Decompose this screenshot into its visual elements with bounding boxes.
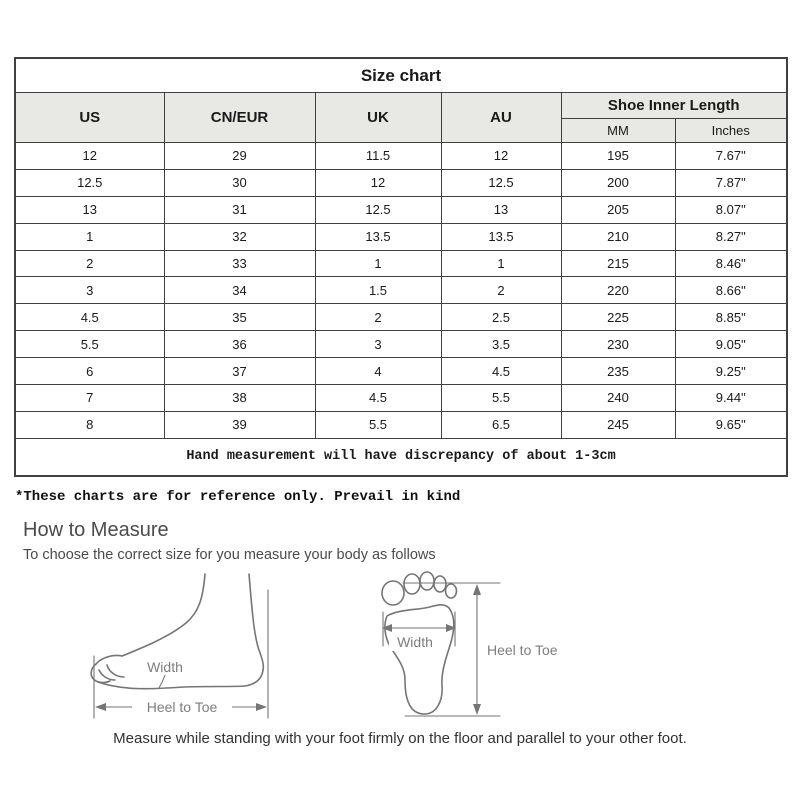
size-cell: 39	[164, 411, 315, 438]
size-cell: 7	[15, 385, 164, 412]
width-label-side: Width	[147, 659, 183, 675]
size-row	[15, 143, 787, 170]
size-cell: 33	[164, 250, 315, 277]
size-cell: 38	[164, 385, 315, 412]
size-cell: 1.5	[315, 277, 441, 304]
size-cell: 230	[561, 331, 675, 358]
size-cell: 5.5	[441, 385, 561, 412]
size-cell: 3	[315, 331, 441, 358]
measure-instruction-caption: Measure while standing with your foot firmly on the floor and parallel to your other foot.	[113, 730, 687, 747]
foot-side-view-diagram	[72, 570, 302, 728]
size-cell: 240	[561, 385, 675, 412]
col-header-inches: Inches	[675, 119, 787, 143]
size-cell: 9.05"	[675, 331, 787, 358]
size-cell: 5.5	[15, 331, 164, 358]
size-cell: 200	[561, 169, 675, 196]
size-cell: 2	[441, 277, 561, 304]
how-to-measure-subtitle: To choose the correct size for you measure your body as follows	[23, 547, 436, 563]
size-cell: 12.5	[15, 169, 164, 196]
size-cell: 195	[561, 143, 675, 170]
size-cell: 210	[561, 223, 675, 250]
size-cell: 12	[15, 143, 164, 170]
size-cell: 7.67"	[675, 143, 787, 170]
size-row	[15, 223, 787, 250]
col-header-mm: MM	[561, 119, 675, 143]
col-header-us: US	[15, 93, 164, 143]
size-cell: 12.5	[441, 169, 561, 196]
size-cell: 12.5	[315, 196, 441, 223]
size-cell: 37	[164, 358, 315, 385]
col-header-uk: UK	[315, 93, 441, 143]
footprint-top-view-diagram	[355, 566, 585, 726]
size-cell: 13.5	[441, 223, 561, 250]
size-cell: 12	[441, 143, 561, 170]
size-cell: 12	[315, 169, 441, 196]
size-row	[15, 196, 787, 223]
size-row	[15, 411, 787, 438]
footnote-row	[15, 438, 787, 476]
size-cell: 8	[15, 411, 164, 438]
size-cell: 30	[164, 169, 315, 196]
size-chart-body	[15, 143, 787, 439]
size-chart-table	[14, 57, 788, 477]
size-cell: 31	[164, 196, 315, 223]
size-cell: 1	[15, 223, 164, 250]
size-cell: 3.5	[441, 331, 561, 358]
size-row	[15, 385, 787, 412]
width-label-top: Width	[397, 634, 433, 650]
how-to-measure-title: How to Measure	[23, 519, 169, 541]
size-row	[15, 169, 787, 196]
size-cell: 4.5	[441, 358, 561, 385]
title-row	[15, 58, 787, 93]
size-cell: 8.46"	[675, 250, 787, 277]
size-cell: 245	[561, 411, 675, 438]
size-cell: 8.27"	[675, 223, 787, 250]
size-cell: 205	[561, 196, 675, 223]
size-row	[15, 331, 787, 358]
col-header-cn-eur: CN/EUR	[164, 93, 315, 143]
size-cell: 4.5	[315, 385, 441, 412]
header-row-main	[15, 93, 787, 119]
size-chart-title: Size chart	[15, 58, 787, 93]
size-cell: 235	[561, 358, 675, 385]
size-cell: 13	[15, 196, 164, 223]
size-row	[15, 250, 787, 277]
size-cell: 8.66"	[675, 277, 787, 304]
col-header-shoe-inner-length: Shoe Inner Length	[561, 93, 787, 119]
size-cell: 13	[441, 196, 561, 223]
size-cell: 4	[315, 358, 441, 385]
size-cell: 13.5	[315, 223, 441, 250]
heel-to-toe-label-side: Heel to Toe	[146, 699, 218, 715]
size-cell: 6.5	[441, 411, 561, 438]
size-row	[15, 358, 787, 385]
size-cell: 6	[15, 358, 164, 385]
size-cell: 225	[561, 304, 675, 331]
size-cell: 32	[164, 223, 315, 250]
reference-only-note: *These charts are for reference only. Prevail in kind	[15, 489, 461, 505]
heel-to-toe-label-top: Heel to Toe	[487, 642, 558, 658]
measurement-discrepancy-note: Hand measurement will have discrepancy of about 1-3cm	[15, 438, 787, 476]
size-cell: 8.85"	[675, 304, 787, 331]
size-cell: 35	[164, 304, 315, 331]
size-cell: 5.5	[315, 411, 441, 438]
col-header-au: AU	[441, 93, 561, 143]
size-cell: 9.65"	[675, 411, 787, 438]
size-cell: 8.07"	[675, 196, 787, 223]
size-row	[15, 277, 787, 304]
size-cell: 9.25"	[675, 358, 787, 385]
size-cell: 2	[15, 250, 164, 277]
size-cell: 1	[315, 250, 441, 277]
size-cell: 4.5	[15, 304, 164, 331]
size-cell: 1	[441, 250, 561, 277]
size-cell: 29	[164, 143, 315, 170]
size-row	[15, 304, 787, 331]
size-cell: 2.5	[441, 304, 561, 331]
size-cell: 2	[315, 304, 441, 331]
size-cell: 11.5	[315, 143, 441, 170]
size-cell: 215	[561, 250, 675, 277]
size-cell: 220	[561, 277, 675, 304]
size-cell: 3	[15, 277, 164, 304]
size-cell: 9.44"	[675, 385, 787, 412]
size-cell: 36	[164, 331, 315, 358]
size-cell: 7.87"	[675, 169, 787, 196]
size-cell: 34	[164, 277, 315, 304]
